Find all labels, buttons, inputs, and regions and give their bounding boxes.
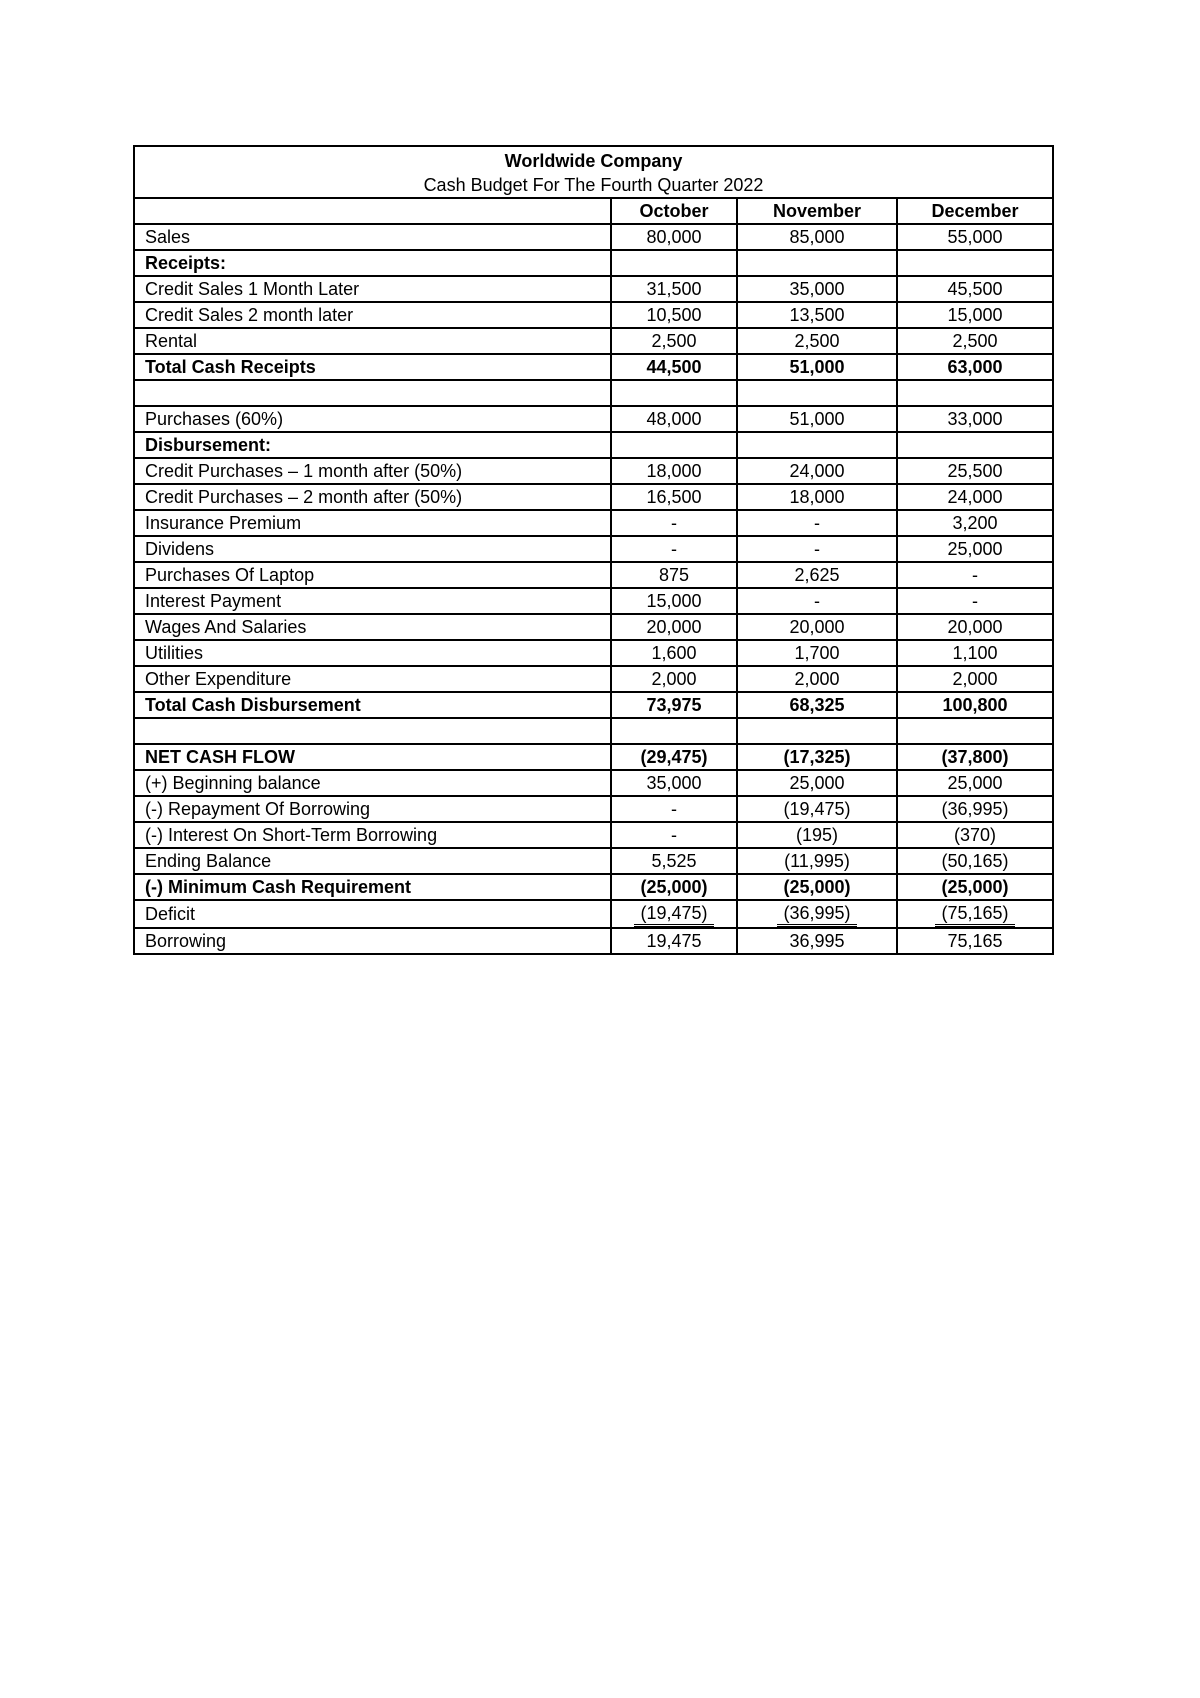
value-cell	[737, 718, 897, 744]
value-cell: (19,475)	[737, 796, 897, 822]
table-row	[134, 380, 1053, 406]
table-row	[134, 744, 1053, 770]
table-row	[134, 692, 1053, 718]
value-cell	[611, 432, 737, 458]
table-row	[134, 614, 1053, 640]
header-label-cell	[134, 198, 611, 224]
table-row	[134, 588, 1053, 614]
value-cell: (17,325)	[737, 744, 897, 770]
value-cell: 18,000	[611, 458, 737, 484]
value-cell: (370)	[897, 822, 1053, 848]
table-row	[134, 718, 1053, 744]
row-label: Disbursement:	[134, 432, 611, 458]
title-row	[134, 146, 1053, 173]
month-header-december: December	[897, 198, 1053, 224]
value-cell: 2,500	[611, 328, 737, 354]
table-row	[134, 536, 1053, 562]
value-cell: 10,500	[611, 302, 737, 328]
month-header-row	[134, 198, 1053, 224]
value-cell	[611, 718, 737, 744]
value-cell: 2,500	[737, 328, 897, 354]
value-cell: -	[737, 588, 897, 614]
value-cell: 2,500	[897, 328, 1053, 354]
row-label	[134, 718, 611, 744]
value-cell: 13,500	[737, 302, 897, 328]
value-cell: 16,500	[611, 484, 737, 510]
value-cell	[897, 380, 1053, 406]
value-cell: (29,475)	[611, 744, 737, 770]
table-row	[134, 562, 1053, 588]
underlined-value: (19,475)	[634, 903, 713, 927]
row-label: Utilities	[134, 640, 611, 666]
value-cell: 25,000	[737, 770, 897, 796]
value-cell: (25,000)	[737, 874, 897, 900]
row-label: Wages And Salaries	[134, 614, 611, 640]
table-row	[134, 302, 1053, 328]
value-cell: 1,700	[737, 640, 897, 666]
value-cell: 2,000	[737, 666, 897, 692]
value-cell	[897, 718, 1053, 744]
table-row	[134, 510, 1053, 536]
table-row	[134, 900, 1053, 928]
value-cell: 18,000	[737, 484, 897, 510]
value-cell: 25,000	[897, 770, 1053, 796]
table-row	[134, 822, 1053, 848]
row-label: Credit Purchases – 1 month after (50%)	[134, 458, 611, 484]
table-row	[134, 874, 1053, 900]
value-cell: 3,200	[897, 510, 1053, 536]
value-cell: 45,500	[897, 276, 1053, 302]
value-cell: (36,995)	[897, 796, 1053, 822]
table-row	[134, 640, 1053, 666]
value-cell: 875	[611, 562, 737, 588]
value-cell: 25,500	[897, 458, 1053, 484]
value-cell: 85,000	[737, 224, 897, 250]
report-title: Cash Budget For The Fourth Quarter 2022	[134, 173, 1053, 198]
row-label: Insurance Premium	[134, 510, 611, 536]
value-cell	[897, 900, 1053, 928]
row-label: Deficit	[134, 900, 611, 928]
value-cell: (11,995)	[737, 848, 897, 874]
value-cell: (37,800)	[897, 744, 1053, 770]
row-label: (+) Beginning balance	[134, 770, 611, 796]
row-label: Borrowing	[134, 928, 611, 954]
value-cell: -	[611, 796, 737, 822]
table-row	[134, 276, 1053, 302]
subtitle-row	[134, 173, 1053, 198]
table-row	[134, 796, 1053, 822]
table-row	[134, 770, 1053, 796]
row-label: (-) Interest On Short-Term Borrowing	[134, 822, 611, 848]
value-cell: 68,325	[737, 692, 897, 718]
underlined-value: (75,165)	[935, 903, 1014, 927]
table-row	[134, 354, 1053, 380]
value-cell: 25,000	[897, 536, 1053, 562]
value-cell: 24,000	[737, 458, 897, 484]
value-cell: 1,600	[611, 640, 737, 666]
value-cell: -	[611, 536, 737, 562]
value-cell: 15,000	[897, 302, 1053, 328]
value-cell: 15,000	[611, 588, 737, 614]
value-cell: -	[897, 588, 1053, 614]
value-cell: 35,000	[737, 276, 897, 302]
value-cell	[737, 432, 897, 458]
value-cell: 63,000	[897, 354, 1053, 380]
value-cell: -	[737, 536, 897, 562]
row-label: Rental	[134, 328, 611, 354]
cash-budget-table	[133, 145, 1054, 955]
month-header-october: October	[611, 198, 737, 224]
value-cell: (25,000)	[611, 874, 737, 900]
budget-body	[134, 224, 1053, 954]
value-cell: -	[611, 510, 737, 536]
row-label: Interest Payment	[134, 588, 611, 614]
value-cell: (50,165)	[897, 848, 1053, 874]
value-cell: 36,995	[737, 928, 897, 954]
table-row	[134, 458, 1053, 484]
cash-budget-sheet	[133, 145, 1052, 955]
value-cell	[897, 432, 1053, 458]
value-cell: 33,000	[897, 406, 1053, 432]
value-cell: (195)	[737, 822, 897, 848]
value-cell: 55,000	[897, 224, 1053, 250]
value-cell	[737, 380, 897, 406]
row-label: NET CASH FLOW	[134, 744, 611, 770]
value-cell: 100,800	[897, 692, 1053, 718]
value-cell	[611, 380, 737, 406]
table-row	[134, 328, 1053, 354]
value-cell: 44,500	[611, 354, 737, 380]
row-label: Credit Sales 1 Month Later	[134, 276, 611, 302]
row-label: Credit Sales 2 month later	[134, 302, 611, 328]
table-row	[134, 224, 1053, 250]
value-cell: 20,000	[897, 614, 1053, 640]
value-cell: -	[737, 510, 897, 536]
table-row	[134, 484, 1053, 510]
value-cell: 80,000	[611, 224, 737, 250]
row-label	[134, 380, 611, 406]
row-label: (-) Minimum Cash Requirement	[134, 874, 611, 900]
row-label: Total Cash Disbursement	[134, 692, 611, 718]
value-cell: -	[897, 562, 1053, 588]
value-cell: 5,525	[611, 848, 737, 874]
table-row	[134, 432, 1053, 458]
value-cell: 20,000	[737, 614, 897, 640]
value-cell	[897, 250, 1053, 276]
value-cell: 51,000	[737, 354, 897, 380]
row-label: Receipts:	[134, 250, 611, 276]
underlined-value: (36,995)	[777, 903, 856, 927]
value-cell: 75,165	[897, 928, 1053, 954]
company-name: Worldwide Company	[134, 146, 1053, 173]
value-cell: 2,000	[897, 666, 1053, 692]
table-row	[134, 666, 1053, 692]
row-label: Ending Balance	[134, 848, 611, 874]
row-label: Purchases (60%)	[134, 406, 611, 432]
value-cell	[611, 250, 737, 276]
row-label: Purchases Of Laptop	[134, 562, 611, 588]
value-cell: 19,475	[611, 928, 737, 954]
row-label: Total Cash Receipts	[134, 354, 611, 380]
value-cell: 20,000	[611, 614, 737, 640]
value-cell	[737, 900, 897, 928]
value-cell: 24,000	[897, 484, 1053, 510]
value-cell: 2,000	[611, 666, 737, 692]
row-label: Credit Purchases – 2 month after (50%)	[134, 484, 611, 510]
value-cell: 31,500	[611, 276, 737, 302]
month-header-november: November	[737, 198, 897, 224]
table-row	[134, 250, 1053, 276]
table-row	[134, 406, 1053, 432]
value-cell: 48,000	[611, 406, 737, 432]
row-label: Sales	[134, 224, 611, 250]
value-cell: 2,625	[737, 562, 897, 588]
table-row	[134, 848, 1053, 874]
row-label: Dividens	[134, 536, 611, 562]
row-label: (-) Repayment Of Borrowing	[134, 796, 611, 822]
row-label: Other Expenditure	[134, 666, 611, 692]
value-cell	[737, 250, 897, 276]
value-cell: -	[611, 822, 737, 848]
value-cell: 35,000	[611, 770, 737, 796]
value-cell: 73,975	[611, 692, 737, 718]
value-cell: (25,000)	[897, 874, 1053, 900]
value-cell: 1,100	[897, 640, 1053, 666]
value-cell: 51,000	[737, 406, 897, 432]
value-cell	[611, 900, 737, 928]
table-row	[134, 928, 1053, 954]
